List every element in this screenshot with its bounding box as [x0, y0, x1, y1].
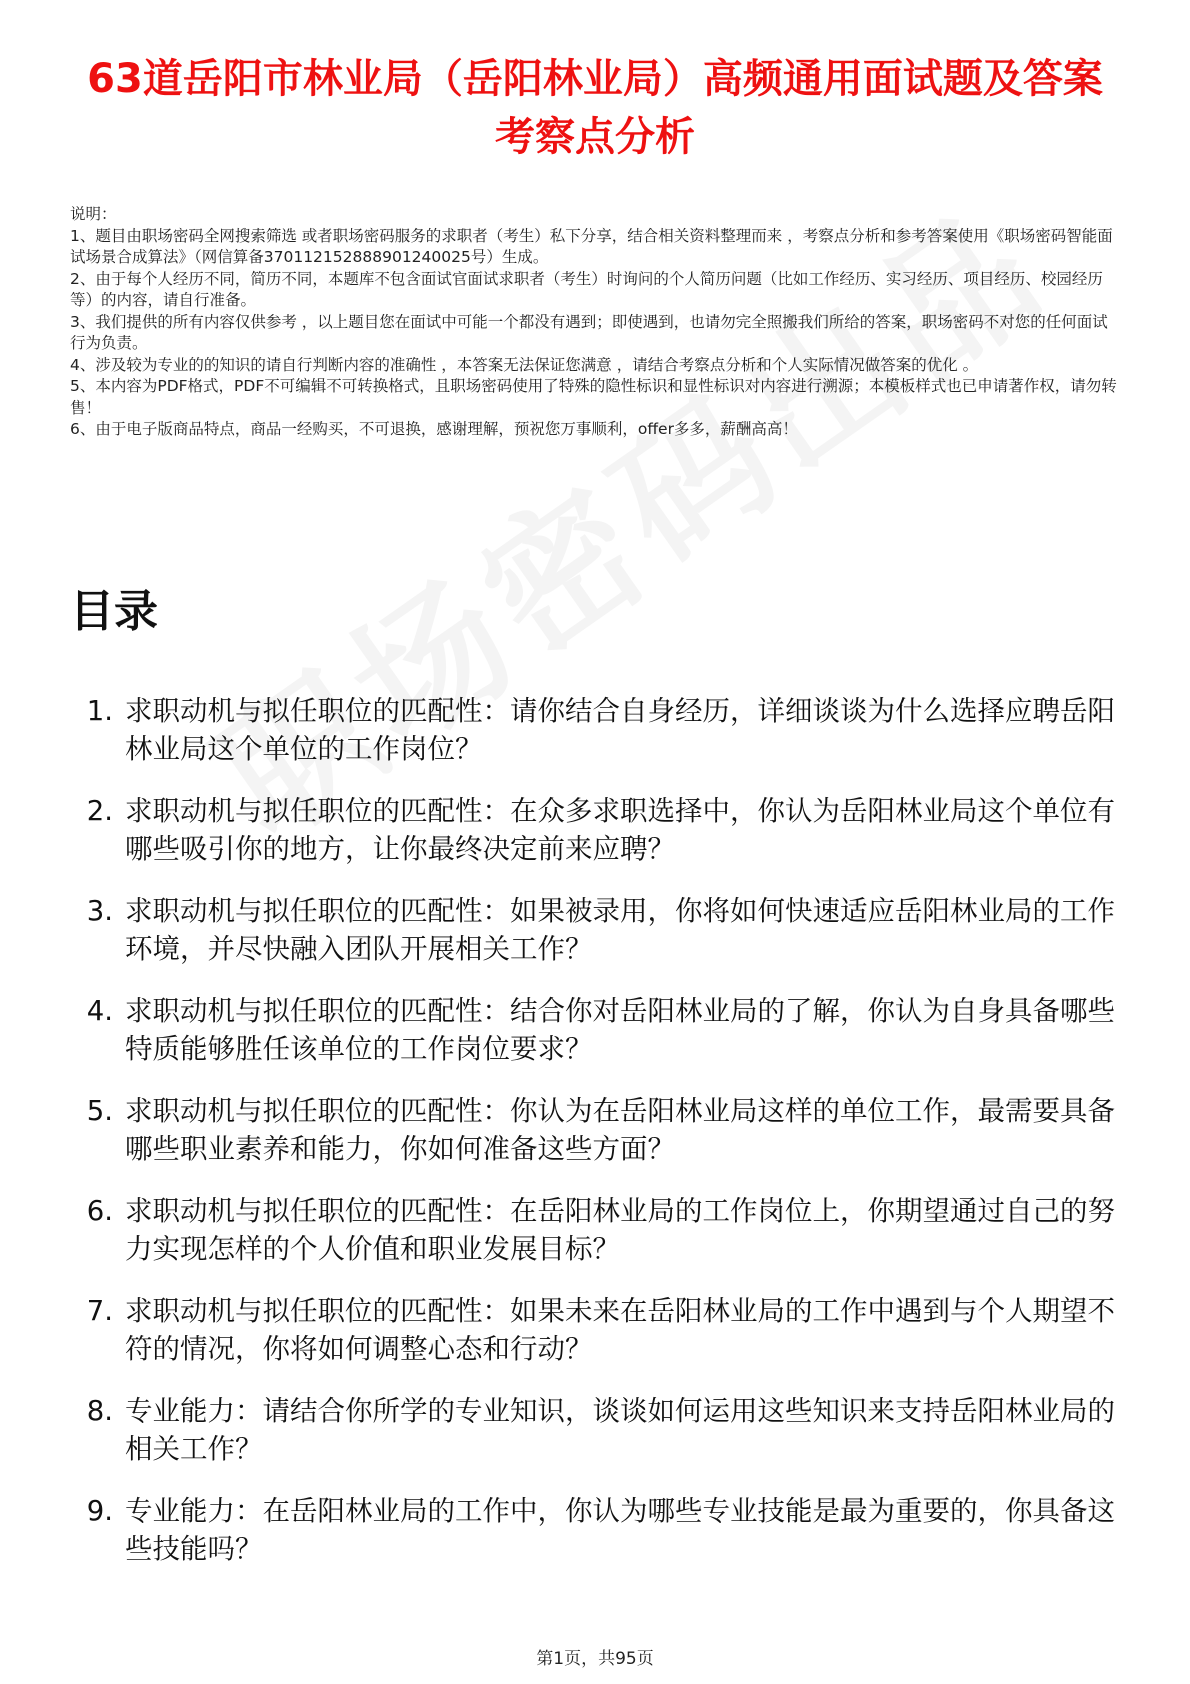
toc-item[interactable] — [70, 1492, 1120, 1568]
toc-item-number: 6. — [86, 1195, 113, 1227]
toc-list — [70, 692, 1120, 1592]
note-item: 2、由于每个人经历不同，简历不同，本题库不包含面试官面试求职者（考生）时询问的个人简历问题（比如工作经历、实习经历、项目经历、校园经历等）的内容，请自行准备。 — [70, 269, 1103, 309]
toc-item-number: 4. — [86, 995, 113, 1027]
toc-item-text: 求职动机与拟任职位的匹配性：如果被录用，你将如何快速适应岳阳林业局的工作环境，并尽快融入团队开展相关工作？ — [125, 895, 1115, 965]
toc-item-number: 7. — [86, 1295, 113, 1327]
toc-item-text: 求职动机与拟任职位的匹配性：在众多求职选择中，你认为岳阳林业局这个单位有哪些吸引你的地方，让你最终决定前来应聘？ — [125, 795, 1115, 865]
toc-item-number: 2. — [86, 795, 113, 827]
toc-item-text: 专业能力：请结合你所学的专业知识，谈谈如何运用这些知识来支持岳阳林业局的相关工作？ — [125, 1395, 1115, 1465]
toc-item-number: 8. — [86, 1395, 113, 1427]
toc-item-number: 3. — [86, 895, 113, 927]
toc-item[interactable] — [70, 1192, 1120, 1268]
toc-item[interactable] — [70, 1392, 1120, 1468]
toc-item[interactable] — [70, 1292, 1120, 1368]
notes-section — [70, 204, 1120, 441]
toc-heading: 目录 — [70, 586, 158, 637]
document-title: 63道岳阳市林业局（岳阳林业局）高频通用面试题及答案考察点分析 — [87, 56, 1103, 160]
toc-item[interactable] — [70, 792, 1120, 868]
page-footer: 第1页，共95页 — [536, 1649, 654, 1669]
toc-item-text: 求职动机与拟任职位的匹配性：结合你对岳阳林业局的了解，你认为自身具备哪些特质能够胜任该单位的工作岗位要求？ — [125, 995, 1115, 1065]
notes-heading: 说明： — [70, 205, 117, 223]
toc-item-text: 求职动机与拟任职位的匹配性：请你结合自身经历，详细谈谈为什么选择应聘岳阳林业局这个单位的工作岗位？ — [125, 695, 1115, 765]
note-item: 5、本内容为PDF格式，PDF不可编辑不可转换格式，且职场密码使用了特殊的隐性标识和显性标识对内容进行溯源；本模板样式也已申请著作权，请勿转售！ — [70, 377, 1117, 417]
toc-item-text: 求职动机与拟任职位的匹配性：如果未来在岳阳林业局的工作中遇到与个人期望不符的情况，你将如何调整心态和行动？ — [125, 1295, 1115, 1365]
toc-item-text: 专业能力：在岳阳林业局的工作中，你认为哪些专业技能是最为重要的，你具备这些技能吗？ — [125, 1495, 1115, 1565]
toc-item-text: 求职动机与拟任职位的匹配性：在岳阳林业局的工作岗位上，你期望通过自己的努力实现怎样的个人价值和职业发展目标？ — [125, 1195, 1115, 1265]
toc-item-number: 5. — [86, 1095, 113, 1127]
toc-item-number: 1. — [86, 695, 113, 727]
toc-item-number: 9. — [86, 1495, 113, 1527]
toc-item[interactable] — [70, 992, 1120, 1068]
toc-item[interactable] — [70, 1092, 1120, 1168]
note-item: 6、由于电子版商品特点，商品一经购买，不可退换，感谢理解，预祝您万事顺利，offer多多，薪酬高高！ — [70, 420, 798, 438]
note-item: 3、我们提供的所有内容仅供参考 ，以上题目您在面试中可能一个都没有遇到；即使遇到，也请勿完全照搬我们所给的答案，职场密码不对您的任何面试行为负责。 — [70, 312, 1108, 352]
toc-item[interactable] — [70, 692, 1120, 768]
toc-item-text: 求职动机与拟任职位的匹配性：你认为在岳阳林业局这样的单位工作，最需要具备哪些职业素养和能力，你如何准备这些方面？ — [125, 1095, 1115, 1165]
note-item: 4、涉及较为专业的的知识的请自行判断内容的准确性 ，本答案无法保证您满意 ，请结合考察点分析和个人实际情况做答案的优化 。 — [70, 355, 979, 374]
note-item: 1、题目由职场密码全网搜索筛选 或者职场密码服务的求职者（考生）私下分享，结合相关资料整理而来 ，考察点分析和参考答案使用《职场密码智能面试场景合成算法》（网信算备370112152888901240025号）生成。 — [70, 226, 1113, 266]
toc-item[interactable] — [70, 892, 1120, 968]
